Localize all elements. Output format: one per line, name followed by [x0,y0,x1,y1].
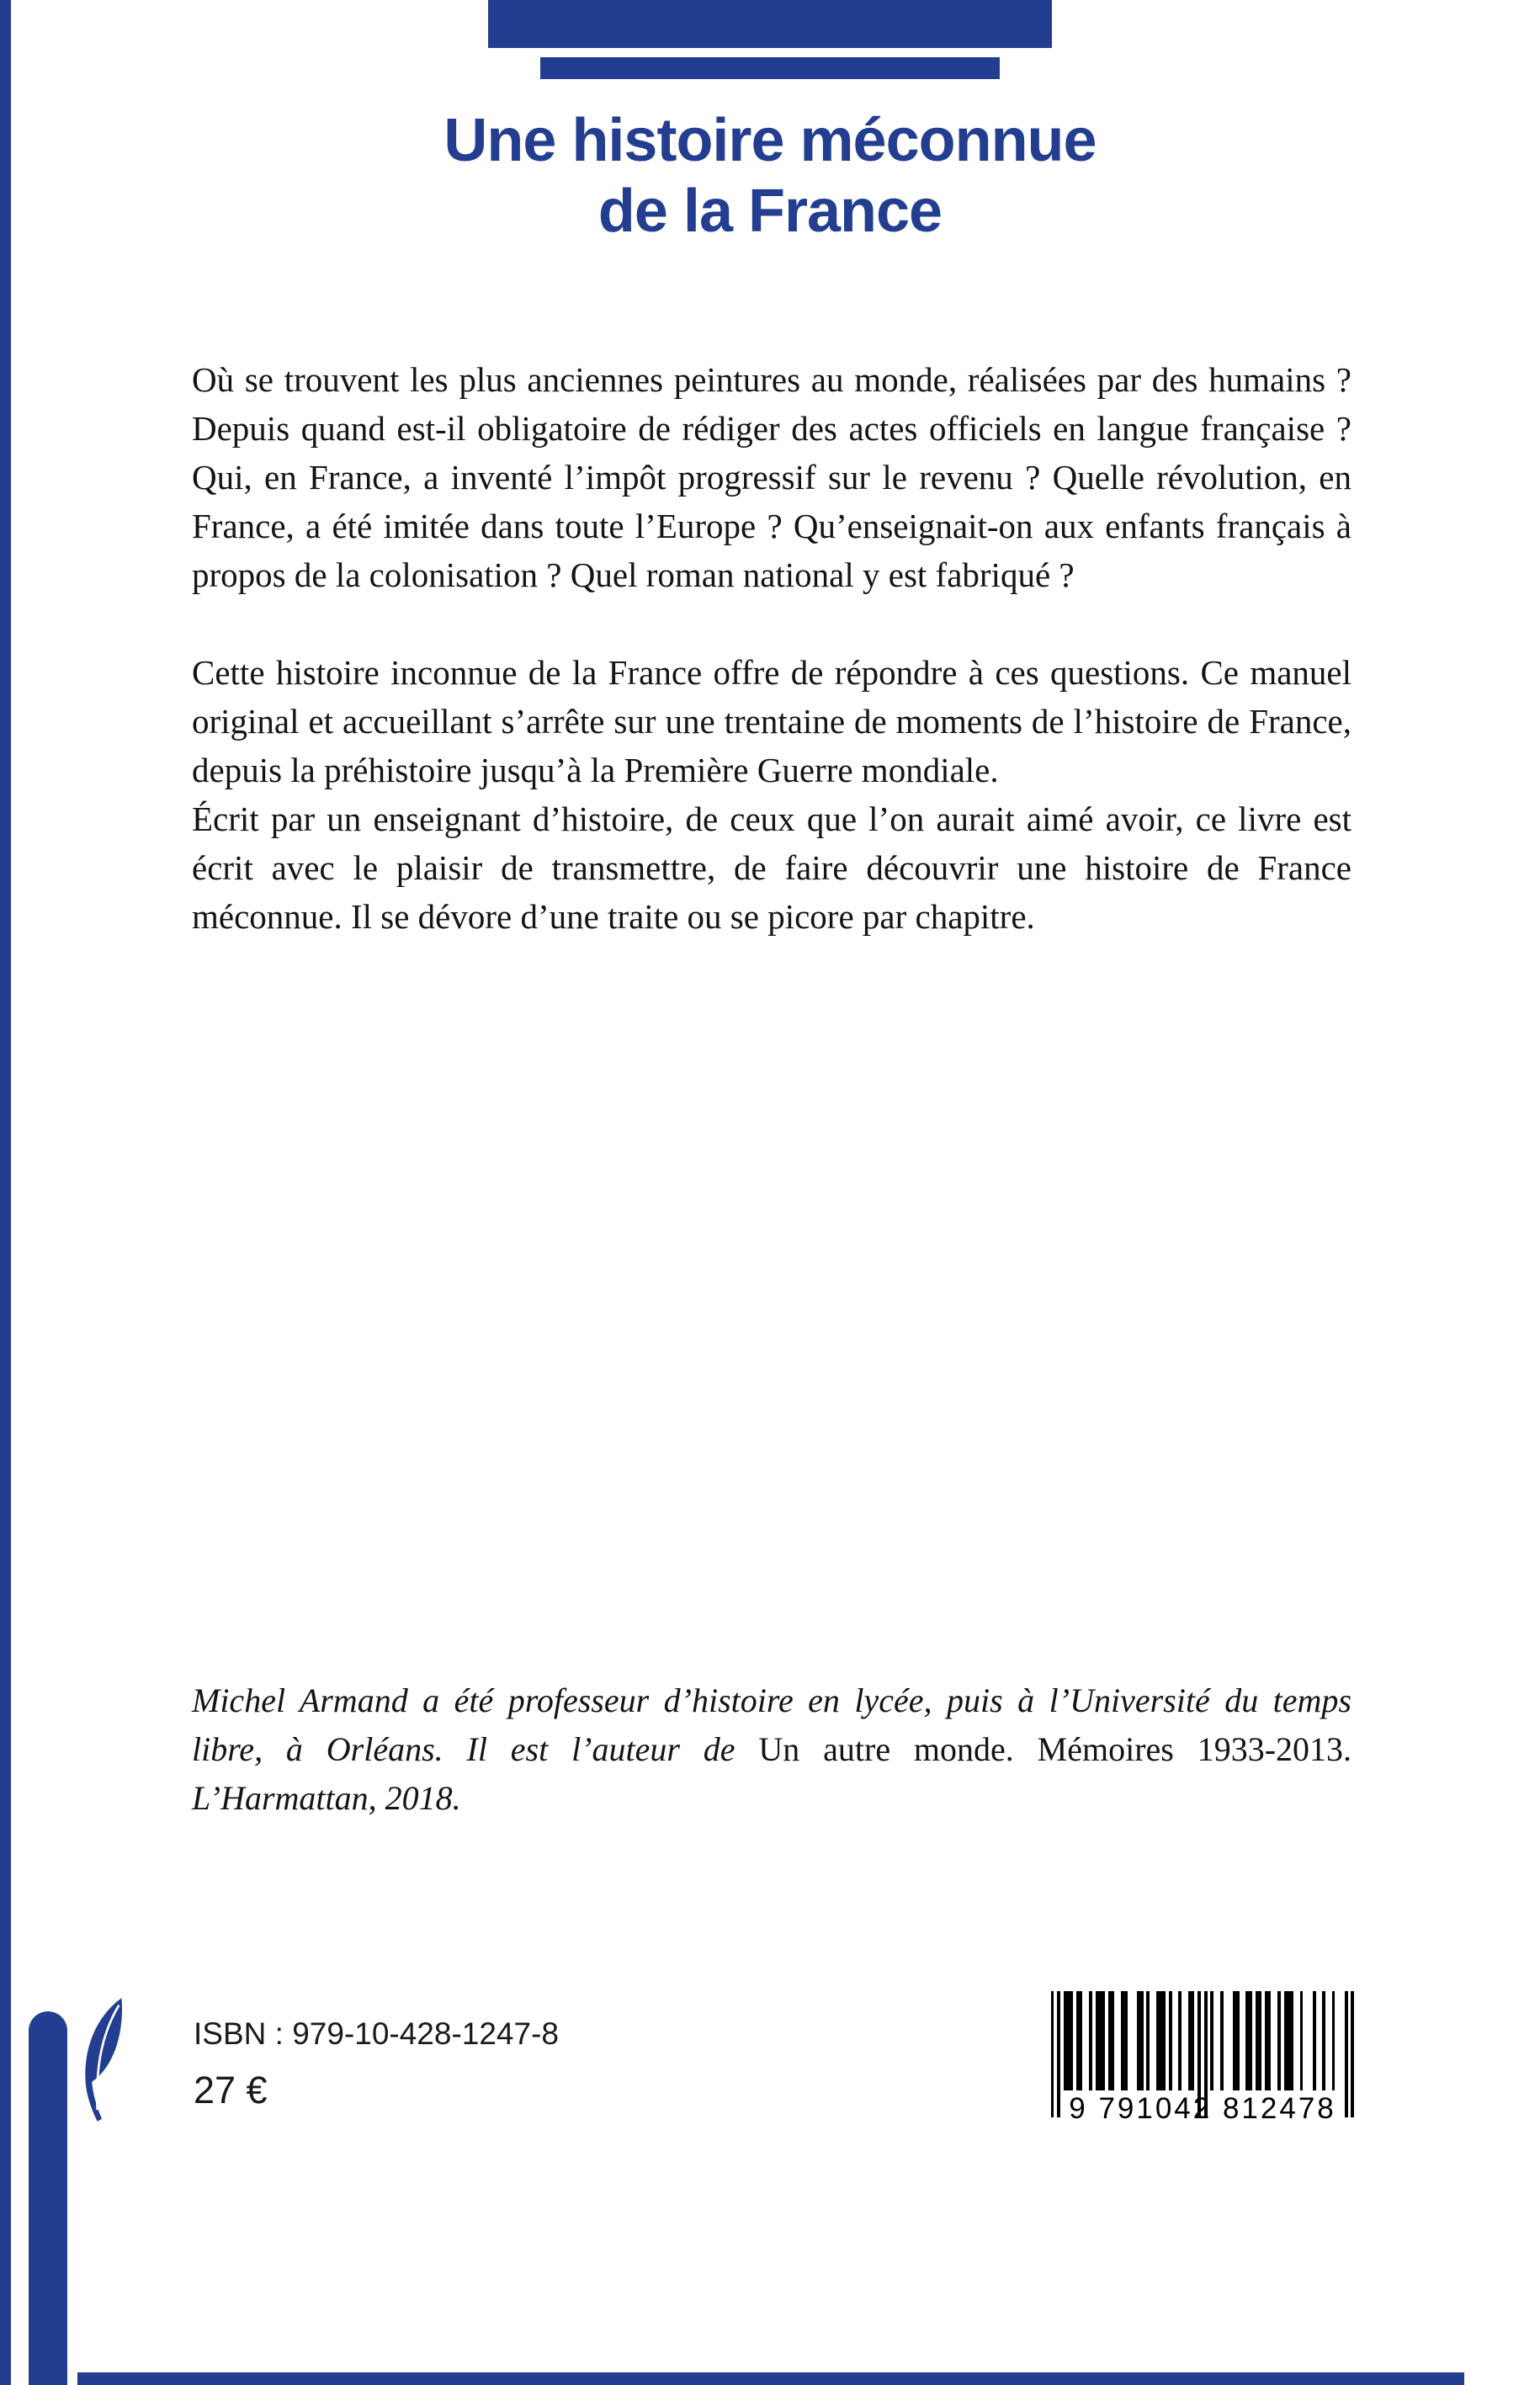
isbn-text: ISBN : 979-10-428-1247-8 [194,2016,559,2051]
back-cover-blurb [192,355,1351,941]
quill-icon [72,1996,131,2122]
spine-stripe [0,0,11,2385]
blurb-paragraph-3: Écrit par un enseignant d’histoire, de ceux que l’on aurait aimé avoir, ce livre est écrit avec le plaisir de transmettre, de faire découvrir une histoire de France méconnue. Il se dévore d’une traite ou se picore par chapitre. [192,799,1351,936]
isbn-block [194,2016,559,2112]
price-text: 27 € [194,2069,268,2111]
publisher-top-bar [540,57,1000,79]
barcode [1047,1989,1358,2126]
collection-swoosh [29,2011,67,2385]
book-title-line2: de la France [597,177,943,245]
bottom-rule [77,2372,1464,2385]
blurb-paragraph-1: Où se trouvent les plus anciennes peintures au monde, réalisées par des humains ? Depuis quand est-il obligatoire de rédiger des actes officiels en langue française ? Qui, en France, a inventé l’impôt progressif sur le revenu ? Quelle révolution, en France, a été imitée dans toute l’Europe ? Qu’enseignait-on aux enfants français à propos de la colonisation ? Quel roman national y est fabriqué ? [192,360,1351,594]
barcode-number: 9 791042 812478 [1069,2092,1336,2125]
book-title-line1: Une histoire méconnue [443,107,1097,174]
author-bio-lead: Michel Armand a été professeur d’histoire en lycée, puis à l’Université du temps libre, à Orléans. Il est l’auteur de [192,1681,1351,1768]
book-title [0,106,1540,247]
author-bio-book-title: Un autre monde. Mémoires 1933-2013. [758,1730,1352,1768]
author-bio [192,1676,1351,1823]
author-bio-tail: L’Harmattan, 2018. [192,1779,461,1817]
blurb-paragraph-2: Cette histoire inconnue de la France offre de répondre à ces questions. Ce manuel original et accueillant s’arrête sur une trentaine de moments de l’histoire de France, depuis la préhistoire jusqu’à la Première Guerre mondiale. [192,653,1351,789]
publisher-top-block [488,0,1052,48]
